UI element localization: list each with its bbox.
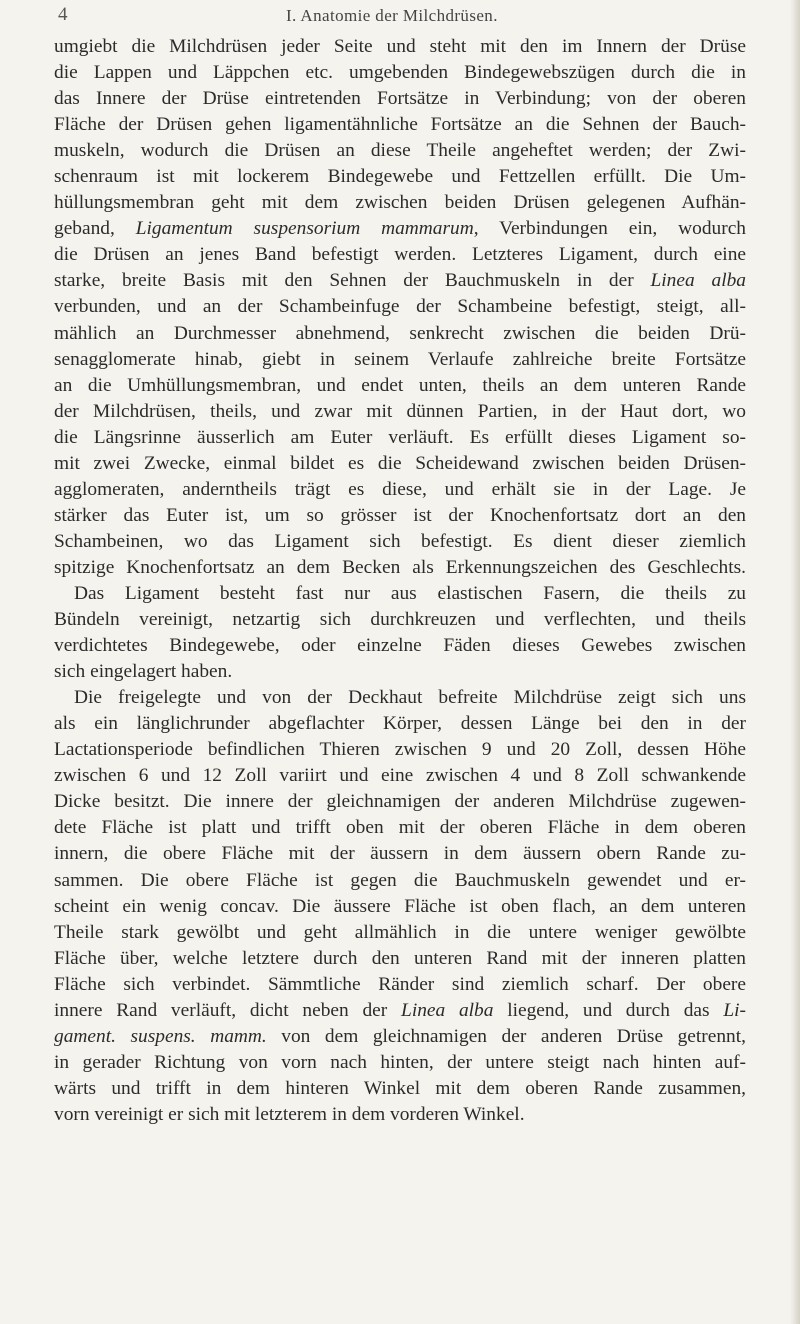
text-line: die Drüsen an jenes Band befestigt werden. Letzteres Ligament, durch eine — [54, 244, 746, 266]
text-line: Die freigelegte und von der Deckhaut befreite Milchdrüse zeigt sich uns — [74, 687, 746, 709]
text-line: die Längsrinne äusserlich am Euter verläuft. Es erfüllt dieses Ligament so- — [54, 426, 746, 448]
text-line: als ein länglichrunder abgeflachter Körper, dessen Länge bei den in der — [54, 713, 746, 735]
text-line: Schambeinen, wo das Ligament sich befestigt. Es dient dieser ziemlich — [54, 530, 746, 552]
text-line: Lactationsperiode befindlichen Thieren zwischen 9 und 20 Zoll, dessen Höhe — [54, 739, 746, 761]
text-line: der Milchdrüsen, theils, und zwar mit dünnen Partien, in der Haut dort, wo — [54, 400, 746, 422]
text-line: muskeln, wodurch die Drüsen an diese Theile angeheftet werden; der Zwi- — [54, 140, 746, 162]
text-line: geband, Ligamentum suspensorium mammarum, Verbindungen ein, wodurch — [54, 218, 746, 240]
text-line: schenraum ist mit lockerem Bindegewebe und Fettzellen erfüllt. Die Um- — [54, 166, 746, 188]
text-line: das Innere der Drüse eintretenden Fortsätze in Verbindung; von der oberen — [54, 88, 746, 110]
text-line: dete Fläche ist platt und trifft oben mit der oberen Fläche in dem oberen — [54, 817, 746, 839]
text-line: gament. suspens. mamm. von dem gleichnamigen der anderen Drüse getrennt, — [54, 1025, 746, 1047]
text-line: innere Rand verläuft, dicht neben der Linea alba liegend, und durch das Li- — [54, 999, 746, 1021]
text-line: hüllungsmembran geht mit dem zwischen beiden Drüsen gelegenen Aufhän- — [54, 192, 746, 214]
text-line: spitzige Knochenfortsatz an dem Becken als Erkennungszeichen des Geschlechts. — [54, 556, 746, 578]
text-line: zwischen 6 und 12 Zoll variirt und eine zwischen 4 und 8 Zoll schwankende — [54, 765, 746, 787]
text-line: in gerader Richtung von vorn nach hinten, der untere steigt nach hinten auf- — [54, 1051, 746, 1073]
running-title: I. Anatomie der Milchdrüsen. — [286, 6, 498, 25]
text-line: Theile stark gewölbt und geht allmählich in die untere weniger gewölbte — [54, 921, 746, 943]
page-number: 4 — [58, 4, 68, 25]
text-line: sich eingelagert haben. — [54, 661, 233, 683]
body-text — [54, 34, 746, 1128]
text-line: vorn vereinigt er sich mit letzterem in dem vorderen Winkel. — [54, 1103, 525, 1125]
text-line: agglomeraten, anderntheils trägt es diese, und erhält sie in der Lage. Je — [54, 478, 746, 500]
text-line: umgiebt die Milchdrüsen jeder Seite und steht mit den im Innern der Drüse — [54, 36, 746, 57]
text-line: innern, die obere Fläche mit der äussern in dem äussern obern Rande zu- — [54, 843, 746, 865]
text-line: Das Ligament besteht fast nur aus elastischen Fasern, die theils zu — [74, 582, 746, 604]
text-line: mit zwei Zwecke, einmal bildet es die Scheidewand zwischen beiden Drüsen- — [54, 452, 746, 474]
page-header — [0, 4, 800, 32]
text-line: verbunden, und an der Schambeinfuge der Schambeine befestigt, steigt, all- — [54, 296, 746, 318]
text-line: senagglomerate hinab, giebt in seinem Verlaufe zahlreiche breite Fortsätze — [54, 348, 746, 370]
text-line: mählich an Durchmesser abnehmend, senkrecht zwischen die beiden Drü- — [54, 322, 746, 344]
text-line: Fläche sich verbindet. Sämmtliche Ränder sind ziemlich scharf. Der obere — [54, 973, 746, 995]
text-line: Dicke besitzt. Die innere der gleichnamigen der anderen Milchdrüse zugewen- — [54, 791, 746, 813]
text-line: wärts und trifft in dem hinteren Winkel mit dem oberen Rande zusammen, — [54, 1077, 746, 1099]
text-line: Bündeln vereinigt, netzartig sich durchkreuzen und verflechten, und theils — [54, 609, 746, 631]
text-line: an die Umhüllungsmembran, und endet unten, theils an dem unteren Rande — [54, 374, 746, 396]
text-line: Fläche der Drüsen gehen ligamentähnliche Fortsätze an die Sehnen der Bauch- — [54, 114, 746, 136]
text-line: scheint ein wenig concav. Die äussere Fläche ist oben flach, an dem unteren — [54, 895, 746, 917]
text-line: Fläche über, welche letztere durch den unteren Rand mit der inneren platten — [54, 947, 746, 969]
text-line: verdichtetes Bindegewebe, oder einzelne Fäden dieses Gewebes zwischen — [54, 635, 746, 657]
text-line: stärker das Euter ist, um so grösser ist der Knochenfortsatz dort an den — [54, 504, 746, 526]
text-line: sammen. Die obere Fläche ist gegen die Bauchmuskeln gewendet und er- — [54, 869, 746, 891]
page-edge-shadow — [790, 0, 800, 1324]
text-line: starke, breite Basis mit den Sehnen der Bauchmuskeln in der Linea alba — [54, 270, 746, 292]
text-line: die Lappen und Läppchen etc. umgebenden Bindegewebszügen durch die in — [54, 62, 746, 84]
